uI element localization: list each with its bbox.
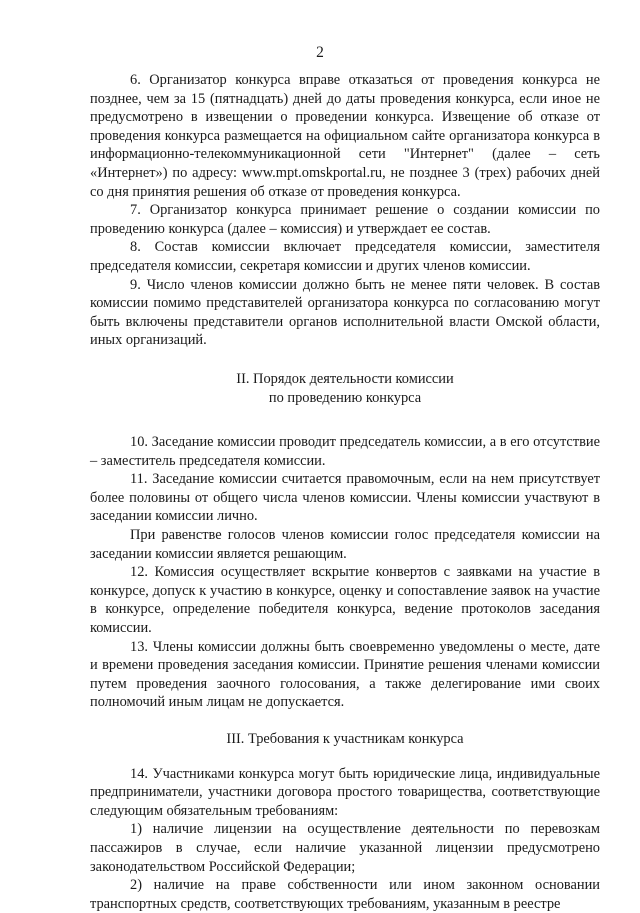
- page-number: 2: [316, 44, 324, 61]
- paragraph-12: 12. Комиссия осуществляет вскрытие конвертов с заявками на участие в конкурсе, допуск к участию в конкурсе, оценку и сопоставление заявок на участие в конкурсе, определение победителя конкурса, ведение протоколов заседания комиссии.: [90, 564, 600, 637]
- paragraph-11: 11. Заседание комиссии считается правомочным, если на нем присутствует более половины от общего числа членов комиссии. Члены комиссии участвуют в заседании комиссии лично.: [90, 471, 600, 525]
- paragraph-7: 7. Организатор конкурса принимает решение о создании комиссии по проведению конкурса (далее – комиссия) и утверждает ее состав.: [90, 202, 600, 237]
- paragraph-14-item-2: 2) наличие на праве собственности или ином законном основании транспортных средств, соответствующих требованиям, указанным в реестре: [90, 877, 600, 912]
- paragraph-11-tie-vote: При равенстве голосов членов комиссии голос председателя комиссии на заседании комиссии является решающим.: [90, 527, 600, 562]
- paragraph-10: 10. Заседание комиссии проводит председатель комиссии, а в его отсутствие – заместитель председателя комиссии.: [90, 434, 600, 469]
- paragraph-9: 9. Число членов комиссии должно быть не менее пяти человек. В состав комиссии помимо представителей организатора конкурса по согласованию могут быть включены представители органов исполнительной власти Омской области, иных организаций.: [90, 276, 600, 349]
- spacer: [90, 749, 600, 765]
- paragraph-14-item-1: 1) наличие лицензии на осуществление деятельности по перевозкам пассажиров в случае, если наличие указанной лицензии предусмотрено законодательством Российской Федерации;: [90, 821, 600, 875]
- section-3-heading: III. Требования к участникам конкурса: [226, 731, 464, 747]
- paragraph-8: 8. Состав комиссии включает председателя комиссии, заместителя председателя комиссии, секретаря комиссии и других членов комиссии.: [90, 239, 600, 274]
- paragraph-6: 6. Организатор конкурса вправе отказаться от проведения конкурса не позднее, чем за 15 (пятнадцать) дней до даты проведения конкурса, если иное не предусмотрено в извещении о проведении конкурса. Извещение об отказе от проведения конкурса размещается на официальном сайте организатора конкурса в информационно-телекоммуникационной сети "Интернет" (далее – сеть «Интернет») по адресу: www.mpt.omskportal.ru, не позднее 3 (трех) рабочих дней со дня принятия решения об отказе от проведения конкурса.: [90, 72, 600, 200]
- spacer: [90, 350, 600, 370]
- paragraph-13: 13. Члены комиссии должны быть своевременно уведомлены о месте, дате и времени проведения заседания комиссии. Принятие решения членами комиссии путем проведения заочного голосования, а также делегирование ими своих полномочий иным лицам не допускается.: [90, 638, 600, 711]
- section-2-heading-line-1: II. Порядок деятельности комиссии: [236, 370, 454, 387]
- spacer: [90, 407, 600, 433]
- document-body: [90, 71, 600, 913]
- spacer: [90, 712, 600, 730]
- paragraph-14: 14. Участниками конкурса могут быть юридические лица, индивидуальные предприниматели, участники договора простого товарищества, соответствующие следующим обязательным требованиям:: [90, 765, 600, 819]
- section-2-heading-line-2: по проведению конкурса: [268, 389, 422, 406]
